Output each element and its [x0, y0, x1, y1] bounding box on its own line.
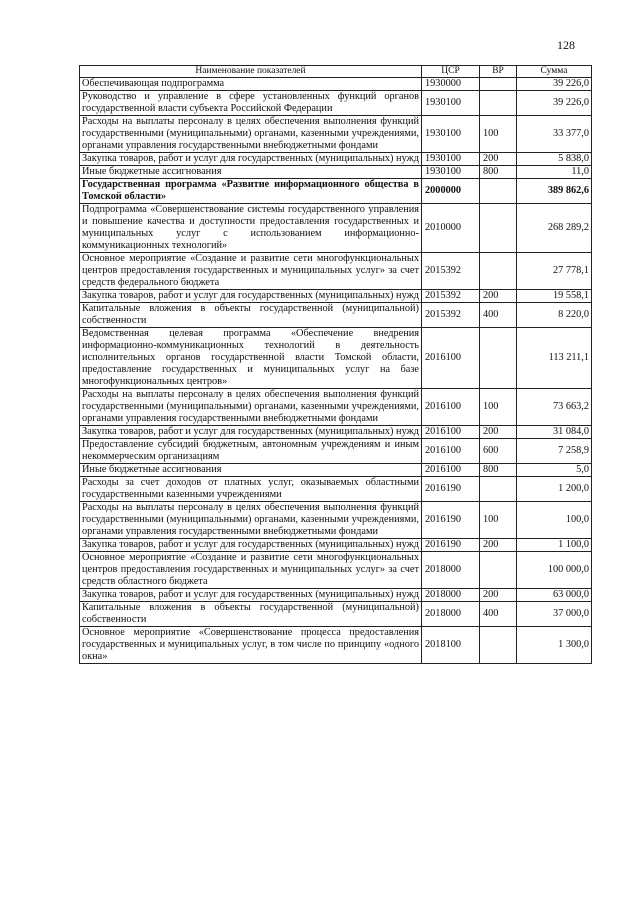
- table-body: [80, 78, 592, 664]
- cell-csr: 1930000: [422, 78, 480, 91]
- cell-name: Расходы на выплаты персоналу в целях обеспечения выполнения функций государственными (муниципальными) органами, казенными учреждениями, органами управления государственными внебюджетными фондами: [80, 389, 422, 426]
- cell-name: Государственная программа «Развитие информационного общества в Томской области»: [80, 179, 422, 204]
- cell-sum: 7 258,9: [517, 439, 592, 464]
- table-row: [80, 439, 592, 464]
- cell-name: Расходы на выплаты персоналу в целях обеспечения выполнения функций государственными (муниципальными) органами, казенными учреждениями, органами управления государственными внебюджетными фондами: [80, 502, 422, 539]
- cell-csr: 2016190: [422, 502, 480, 539]
- cell-csr: 2018000: [422, 602, 480, 627]
- table-row: [80, 166, 592, 179]
- table-row: [80, 179, 592, 204]
- cell-sum: 39 226,0: [517, 78, 592, 91]
- cell-name: Основное мероприятие «Создание и развитие сети многофункциональных центров предоставления государственных и муниципальных услуг» за счет средств областного бюджета: [80, 552, 422, 589]
- cell-vr: 100: [480, 116, 517, 153]
- table-row: [80, 539, 592, 552]
- table-row: [80, 589, 592, 602]
- header-name: Наименование показателей: [80, 66, 422, 78]
- cell-vr: 200: [480, 539, 517, 552]
- cell-name: Расходы на выплаты персоналу в целях обеспечения выполнения функций государственными (муниципальными) органами, казенными учреждениями, органами управления государственными внебюджетными фондами: [80, 116, 422, 153]
- table-row: [80, 389, 592, 426]
- cell-vr: [480, 204, 517, 253]
- cell-name: Капитальные вложения в объекты государственной (муниципальной) собственности: [80, 303, 422, 328]
- table-row: [80, 464, 592, 477]
- cell-sum: 1 100,0: [517, 539, 592, 552]
- cell-csr: 2016190: [422, 539, 480, 552]
- cell-csr: 2018000: [422, 552, 480, 589]
- cell-vr: 200: [480, 290, 517, 303]
- cell-name: Закупка товаров, работ и услуг для государственных (муниципальных) нужд: [80, 290, 422, 303]
- cell-csr: 2016100: [422, 389, 480, 426]
- cell-name: Закупка товаров, работ и услуг для государственных (муниципальных) нужд: [80, 539, 422, 552]
- cell-name: Закупка товаров, работ и услуг для государственных (муниципальных) нужд: [80, 153, 422, 166]
- cell-sum: 1 200,0: [517, 477, 592, 502]
- cell-sum: 37 000,0: [517, 602, 592, 627]
- cell-name: Ведомственная целевая программа «Обеспечение внедрения информационно-коммуникационных технологий в деятельность исполнительных органов государственной власти Томской области, предоставление государственных и муниципальных услуг на базе многофункциональных центров»: [80, 328, 422, 389]
- cell-csr: 2018100: [422, 627, 480, 664]
- cell-csr: 2016190: [422, 477, 480, 502]
- cell-vr: [480, 91, 517, 116]
- page-number: 128: [557, 38, 575, 52]
- cell-sum: 39 226,0: [517, 91, 592, 116]
- table-row: [80, 253, 592, 290]
- table-row: [80, 204, 592, 253]
- cell-vr: [480, 179, 517, 204]
- cell-vr: 200: [480, 589, 517, 602]
- cell-vr: [480, 627, 517, 664]
- header-csr: ЦСР: [422, 66, 480, 78]
- cell-sum: 389 862,6: [517, 179, 592, 204]
- cell-sum: 63 000,0: [517, 589, 592, 602]
- cell-name: Предоставление субсидий бюджетным, автономным учреждениям и иным некоммерческим организациям: [80, 439, 422, 464]
- header-sum: Сумма: [517, 66, 592, 78]
- cell-csr: 2015392: [422, 303, 480, 328]
- cell-sum: 113 211,1: [517, 328, 592, 389]
- cell-name: Расходы за счет доходов от платных услуг, оказываемых областными государственными казенными учреждениями: [80, 477, 422, 502]
- cell-sum: 33 377,0: [517, 116, 592, 153]
- table-row: [80, 328, 592, 389]
- cell-sum: 1 300,0: [517, 627, 592, 664]
- table-row: [80, 552, 592, 589]
- cell-sum: 19 558,1: [517, 290, 592, 303]
- table-row: [80, 303, 592, 328]
- cell-vr: [480, 552, 517, 589]
- cell-vr: 200: [480, 153, 517, 166]
- cell-sum: 100 000,0: [517, 552, 592, 589]
- cell-csr: 2016100: [422, 426, 480, 439]
- cell-sum: 31 084,0: [517, 426, 592, 439]
- cell-csr: 2010000: [422, 204, 480, 253]
- cell-name: Закупка товаров, работ и услуг для государственных (муниципальных) нужд: [80, 426, 422, 439]
- cell-name: Капитальные вложения в объекты государственной (муниципальной) собственности: [80, 602, 422, 627]
- cell-vr: [480, 253, 517, 290]
- table-row: [80, 78, 592, 91]
- cell-name: Обеспечивающая подпрограмма: [80, 78, 422, 91]
- cell-vr: 800: [480, 464, 517, 477]
- table-row: [80, 91, 592, 116]
- cell-name: Основное мероприятие «Создание и развитие сети многофункциональных центров предоставления государственных и муниципальных услуг» за счет средств федерального бюджета: [80, 253, 422, 290]
- cell-vr: [480, 477, 517, 502]
- cell-name: Подпрограмма «Совершенствование системы государственного управления и повышение качества и доступности предоставления государственных и муниципальных услуг с использованием информационно-коммуникационных технологий»: [80, 204, 422, 253]
- cell-name: Закупка товаров, работ и услуг для государственных (муниципальных) нужд: [80, 589, 422, 602]
- cell-csr: 1930100: [422, 153, 480, 166]
- cell-sum: 268 289,2: [517, 204, 592, 253]
- cell-csr: 1930100: [422, 91, 480, 116]
- cell-vr: 100: [480, 389, 517, 426]
- cell-csr: 2000000: [422, 179, 480, 204]
- cell-csr: 2016100: [422, 464, 480, 477]
- cell-name: Иные бюджетные ассигнования: [80, 464, 422, 477]
- table-row: [80, 426, 592, 439]
- cell-vr: 800: [480, 166, 517, 179]
- table-row: [80, 116, 592, 153]
- table-row: [80, 602, 592, 627]
- cell-vr: [480, 328, 517, 389]
- table-row: [80, 502, 592, 539]
- cell-sum: 100,0: [517, 502, 592, 539]
- cell-sum: 73 663,2: [517, 389, 592, 426]
- cell-csr: 2016100: [422, 328, 480, 389]
- cell-vr: 400: [480, 303, 517, 328]
- table-header-row: [80, 66, 592, 78]
- cell-sum: 5,0: [517, 464, 592, 477]
- cell-vr: 200: [480, 426, 517, 439]
- cell-csr: 1930100: [422, 166, 480, 179]
- cell-name: Руководство и управление в сфере установленных функций органов государственной власти субъекта Российской Федерации: [80, 91, 422, 116]
- cell-name: Иные бюджетные ассигнования: [80, 166, 422, 179]
- cell-csr: 2018000: [422, 589, 480, 602]
- cell-sum: 27 778,1: [517, 253, 592, 290]
- cell-csr: 2016100: [422, 439, 480, 464]
- cell-csr: 2015392: [422, 253, 480, 290]
- cell-vr: 600: [480, 439, 517, 464]
- table-row: [80, 477, 592, 502]
- cell-name: Основное мероприятие «Совершенствование процесса предоставления государственных и муниципальных услуг, в том числе по принципу «одного окна»: [80, 627, 422, 664]
- cell-sum: 11,0: [517, 166, 592, 179]
- header-vr: ВР: [480, 66, 517, 78]
- table-row: [80, 290, 592, 303]
- table-row: [80, 153, 592, 166]
- budget-table: [79, 65, 592, 664]
- cell-sum: 5 838,0: [517, 153, 592, 166]
- cell-csr: 1930100: [422, 116, 480, 153]
- cell-vr: [480, 78, 517, 91]
- cell-csr: 2015392: [422, 290, 480, 303]
- cell-sum: 8 220,0: [517, 303, 592, 328]
- cell-vr: 400: [480, 602, 517, 627]
- table-row: [80, 627, 592, 664]
- cell-vr: 100: [480, 502, 517, 539]
